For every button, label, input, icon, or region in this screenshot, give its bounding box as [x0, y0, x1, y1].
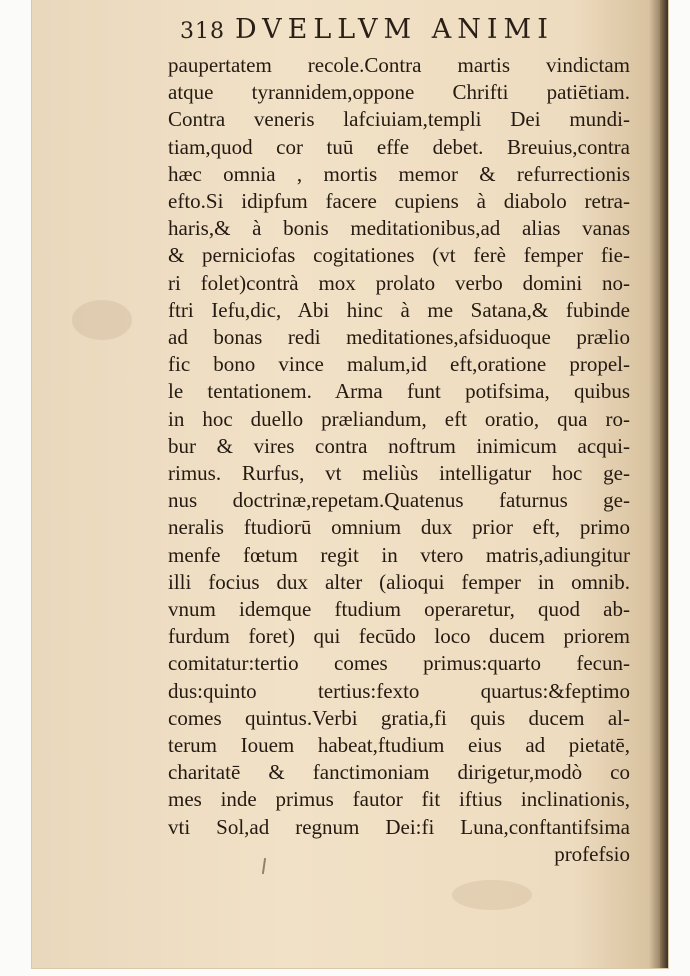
paper-stain — [452, 880, 532, 910]
text-line: paupertatem recole.Contra martis vindictam — [168, 53, 630, 77]
text-line: comes quintus.Verbi gratia,fi quis ducem al- — [168, 705, 630, 730]
text-line: hæc omnia , mortis memor & refurrectionis — [168, 161, 630, 186]
text-line: & perniciofas cogitationes (vt ferè femper fie- — [168, 243, 630, 268]
binding-edge — [660, 0, 668, 968]
text-line: comitatur:tertio comes primus:quarto fecun- — [168, 651, 630, 676]
text-line: ad bonas redi meditationes,afsiduoque prælio — [168, 325, 630, 350]
text-line: dus:quinto tertius:fexto quartus:&feptimo — [168, 678, 630, 703]
paper-stain — [72, 300, 132, 340]
text-line: illi focius dux alter (alioqui femper in omnib. — [168, 569, 630, 594]
running-head — [180, 14, 640, 54]
text-line: rimus. Rurfus, vt meliùs intelligatur hoc ge- — [168, 461, 630, 486]
text-line: furdum foret) qui fecūdo loco ducem priorem — [168, 624, 630, 649]
text-line: mes inde primus fautor fit iftius inclinationis, — [168, 787, 630, 812]
text-line: ri folet)contrà mox prolato verbo domini no- — [168, 270, 630, 295]
text-line: efto.Si idipfum facere cupiens à diabolo retra- — [168, 189, 630, 214]
catchword: profefsio — [554, 841, 630, 866]
text-line: in hoc duello præliandum, eft oratio, qua ro- — [168, 406, 630, 431]
body-text — [168, 52, 630, 868]
page-number: 318 — [180, 19, 225, 44]
text-line: fic bono vince malum,id eft,oratione propel- — [168, 352, 630, 377]
text-line: atque tyrannidem,oppone Chrifti patiētiam. — [168, 80, 630, 105]
text-line: vti Sol,ad regnum Dei:fi Luna,conftantifsima — [168, 814, 630, 839]
text-line: vnum idemque ftudium operaretur, quod ab- — [168, 597, 630, 622]
text-line: neralis ftudiorū omnium dux prior eft, primo — [168, 515, 630, 540]
text-line: bur & vires contra noftrum inimicum acqui- — [168, 433, 630, 458]
running-title: DVELLVM ANIMI — [235, 14, 554, 45]
text-line: haris,& à bonis meditationibus,ad alias vanas — [168, 216, 630, 241]
text-line: ftri Iefu,dic, Abi hinc à me Satana,& fubinde — [168, 297, 630, 322]
text-line: terum Iouem habeat,ftudium eius ad pietatē, — [168, 733, 630, 758]
text-line: charitatē & fanctimoniam dirigetur,modò co — [168, 760, 630, 785]
text-line: le tentationem. Arma funt potifsima, quibus — [168, 379, 630, 404]
text-line: menfe fœtum regit in vtero matris,adiungitur — [168, 542, 630, 567]
text-line: tiam,quod cor tuū effe debet. Breuius,contra — [168, 134, 630, 159]
text-line: nus doctrinæ,repetam.Quatenus faturnus ge- — [168, 488, 630, 513]
text-line: Contra veneris lafciuiam,templi Dei mundi- — [168, 107, 630, 132]
